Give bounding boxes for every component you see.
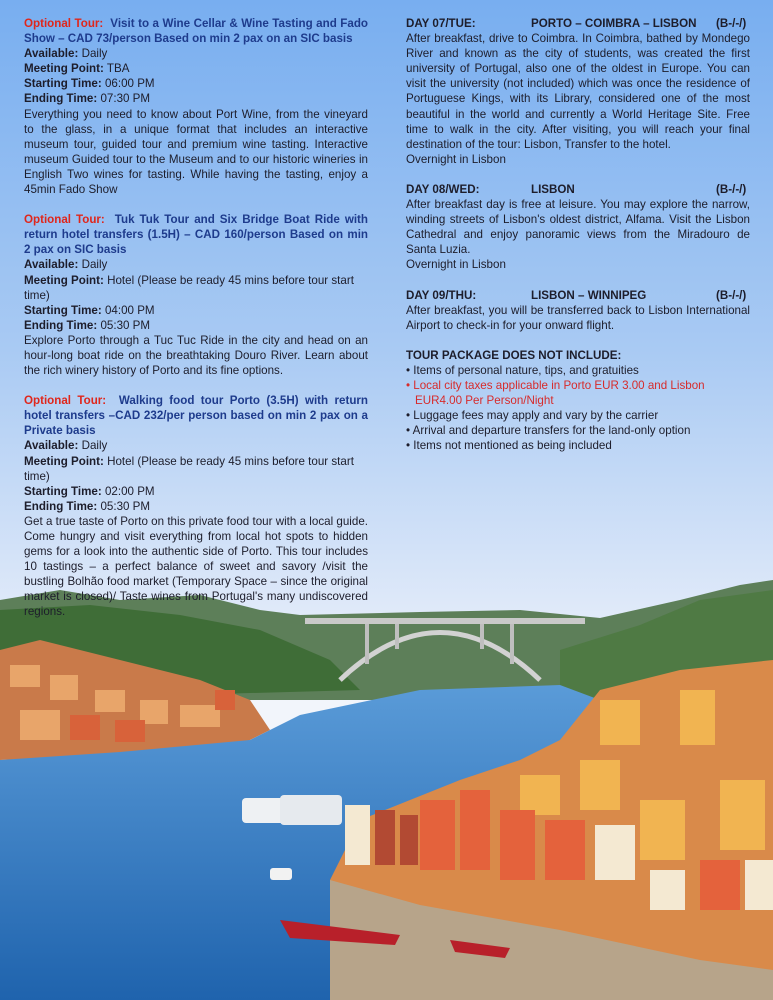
- not-included-list: [406, 363, 750, 454]
- optional-tour-tuk-tuk: [24, 212, 368, 378]
- tour-start-time: Starting Time: 02:00 PM: [24, 484, 155, 498]
- tour-prefix: Optional Tour:: [24, 394, 107, 408]
- tour-available: Available: Daily: [24, 47, 108, 61]
- day-heading: [406, 288, 750, 303]
- day-meals: (B-/-/): [716, 17, 747, 30]
- tour-end-time: Ending Time: 05:30 PM: [24, 318, 151, 332]
- tour-end-time: Ending Time: 05:30 PM: [24, 499, 151, 513]
- tour-description: Get a true taste of Porto on this private food tour with a local guide. Come hungry and visit everything from local hot spots to hidden gems for a look into the authentic side of Porto. This tour includes 10 tastings – a perfect balance of sweet and savory /visit the bustling Bolhão food market (Temporary Space – since the original market is closed)/ Taste wines from Portugal's many undiscovered regions.: [24, 514, 368, 619]
- day-meals: (B-/-/): [716, 288, 747, 302]
- day-route: PORTO – COIMBRA – LISBON: [531, 17, 697, 30]
- day-route: LISBON – WINNIPEG: [531, 288, 647, 302]
- tour-meeting-point: Meeting Point: Hotel (Please be ready 45 mins before tour start time): [24, 454, 354, 483]
- tour-meeting-point: Meeting Point: Hotel (Please be ready 45 mins before tour start time): [24, 273, 354, 302]
- day-meals: (B-/-/): [716, 182, 747, 196]
- tour-description: Everything you need to know about Port Wine, from the vineyard to the glass, in a unique format that includes an interactive museum tour, guided tour and premium wine tasting. Interactive museum Guided tour to the Museum and to our historic wineries in English Two wines for tasting. While having the tasting, enjoy a 45min Fado Show: [24, 107, 368, 197]
- tour-end-time: Ending Time: 07:30 PM: [24, 92, 151, 106]
- tour-prefix: Optional Tour:: [24, 17, 104, 30]
- not-included-section: [406, 348, 750, 454]
- day-description: After breakfast, you will be transferred back to Lisbon International Airport to check-in for your onward flight.: [406, 303, 750, 332]
- day-label: DAY 07/TUE:: [406, 17, 476, 30]
- not-included-heading: TOUR PACKAGE DOES NOT INCLUDE:: [406, 348, 622, 362]
- itinerary-column: [406, 16, 750, 453]
- day-heading: [406, 16, 750, 31]
- optional-tour-food-walk: [24, 393, 368, 619]
- day-description: After breakfast day is free at leisure. You may explore the narrow, winding streets of Lisbon's oldest district, Alfama. Visit the Lisbon Cathedral and enjoy panoramic views from the Miradouro de Santa Luzia.: [406, 198, 750, 257]
- day-label: DAY 09/THU:: [406, 288, 477, 302]
- day-heading: [406, 182, 750, 197]
- not-included-item: • Items of personal nature, tips, and gratuities: [406, 363, 639, 377]
- tour-prefix: Optional Tour:: [24, 213, 105, 227]
- tour-title: Optional Tour: Tuk Tuk Tour and Six Bridge Boat Ride with return hotel transfers (1.5H) – CAD 160/person Based on min 2 pax on SIC basis: [24, 213, 369, 257]
- tour-start-time: Starting Time: 04:00 PM: [24, 303, 155, 317]
- day-08: [406, 182, 750, 273]
- tour-title: Optional Tour: Walking food tour Porto (3.5H) with return hotel transfers –CAD 232/per person based on min 2 pax on a Private basis: [24, 394, 368, 438]
- tour-meeting-point: Meeting Point: TBA: [24, 62, 130, 76]
- tour-start-time: Starting Time: 06:00 PM: [24, 77, 155, 91]
- not-included-item: • Items not mentioned as being included: [406, 439, 612, 453]
- tour-description: Explore Porto through a Tuc Tuc Ride in the city and head on an hour-long boat ride on the breathtaking Douro River. Learn about the rich winery history of Porto and its fine options.: [24, 333, 368, 378]
- day-overnight: Overnight in Lisbon: [406, 258, 506, 272]
- not-included-item: • Arrival and departure transfers for the land-only option: [406, 424, 691, 438]
- not-included-item: • Luggage fees may apply and vary by the carrier: [406, 409, 659, 423]
- optional-tours-column: [24, 16, 368, 635]
- day-route: LISBON: [531, 182, 575, 196]
- tour-available: Available: Daily: [24, 439, 108, 453]
- day-description: After breakfast, drive to Coimbra. In Coimbra, bathed by Mondego River and known as the city of students, was created the first university of Portugal, also one of the oldest in Europe. You can visit the university (not included) which was once the residence of Portuguese Kings, with its Library, considered one of the most beautiful in the world and currently a World Heritage Site. Free time to walk in the city. After visiting, you will reach your final destination of the tour: Lisbon, Transfer to the hotel.: [406, 32, 750, 151]
- day-09: [406, 288, 750, 333]
- day-label: DAY 08/WED:: [406, 182, 480, 196]
- tour-available: Available: Daily: [24, 258, 108, 272]
- day-overnight: Overnight in Lisbon: [406, 152, 506, 166]
- optional-tour-wine-cellar: [24, 16, 368, 197]
- day-07: [406, 16, 750, 167]
- not-included-item: • Local city taxes applicable in Porto EUR 3.00 and Lisbon EUR4.00 Per Person/Night: [406, 378, 705, 408]
- tour-title: Optional Tour: Visit to a Wine Cellar & Wine Tasting and Fado Show – CAD 73/person Based on min 2 pax on an SIC basis: [24, 17, 368, 46]
